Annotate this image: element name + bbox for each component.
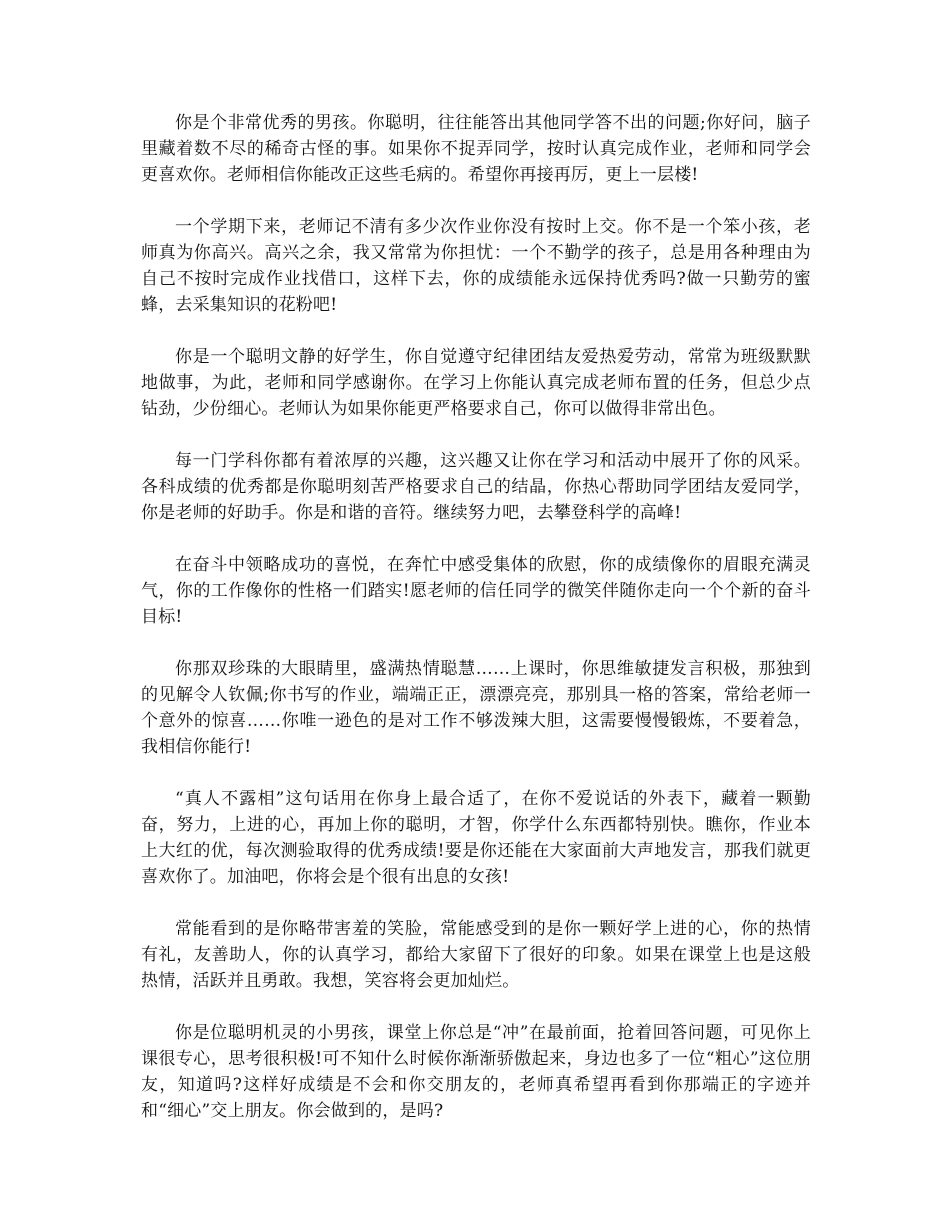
comment-paragraph-2: 一个学期下来，老师记不清有多少次作业你没有按时上交。你不是一个笨小孩，老师真为你高兴。高兴之余，我又常常为你担忧：一个不勤学的孩子，总是用各种理由为自己不按时完成作业找借口，这样下去，你的成绩能永远保持优秀吗?做一只勤劳的蜜蜂，去采集知识的花粉吧! (141, 217, 811, 315)
comment-paragraph-7: “真人不露相”这句话用在你身上最合适了，在你不爱说话的外表下，藏着一颗勤奋，努力，上进的心，再加上你的聪明，才智，你学什么东西都特别快。瞧你，作业本上大红的优，每次测验取得的优秀成绩!要是你还能在大家面前大声地发言，那我们就更喜欢你了。加油吧，你将会是个很有出息的女孩! (141, 789, 811, 887)
comment-paragraph-5: 在奋斗中领略成功的喜悦，在奔忙中感受集体的欣慰，你的成绩像你的眉眼充满灵气，你的工作像你的性格一们踏实!愿老师的信任同学的微笑伴随你走向一个个新的奋斗目标! (141, 555, 811, 627)
comment-paragraph-4: 每一门学科你都有着浓厚的兴趣，这兴趣又让你在学习和活动中展开了你的风采。各科成绩的优秀都是你聪明刻苦严格要求自己的结晶，你热心帮助同学团结友爱同学，你是老师的好助手。你是和谐的音符。继续努力吧，去攀登科学的高峰! (141, 451, 811, 523)
comment-paragraph-1: 你是个非常优秀的男孩。你聪明，往往能答出其他同学答不出的问题;你好问，脑子里藏着数不尽的稀奇古怪的事。如果你不捉弄同学，按时认真完成作业，老师和同学会更喜欢你。老师相信你能改正这些毛病的。希望你再接再厉，更上一层楼! (141, 113, 811, 185)
comment-paragraph-8: 常能看到的是你略带害羞的笑脸，常能感受到的是你一颗好学上进的心，你的热情有礼，友善助人，你的认真学习，都给大家留下了很好的印象。如果在课堂上也是这般热情，活跃并且勇敢。我想，笑容将会更加灿烂。 (141, 919, 811, 991)
comment-paragraph-3: 你是一个聪明文静的好学生，你自觉遵守纪律团结友爱热爱劳动，常常为班级默默地做事，为此，老师和同学感谢你。在学习上你能认真完成老师布置的任务，但总少点钻劲，少份细心。老师认为如果你能更严格要求自己，你可以做得非常出色。 (141, 347, 811, 419)
document-body (141, 110, 811, 1150)
comment-paragraph-6: 你那双珍珠的大眼睛里，盛满热情聪慧……上课时，你思维敏捷发言积极，那独到的见解令人钦佩;你书写的作业，端端正正，漂漂亮亮，那别具一格的答案，常给老师一个意外的惊喜……你唯一逊色的是对工作不够泼辣大胆，这需要慢慢锻炼，不要着急，我相信你能行! (141, 659, 811, 757)
comment-paragraph-9: 你是位聪明机灵的小男孩，课堂上你总是“冲”在最前面，抢着回答问题，可见你上课很专心，思考很积极!可不知什么时候你渐渐骄傲起来，身边也多了一位“粗心”这位朋友，知道吗?这样好成绩是不会和你交朋友的，老师真希望再看到你那端正的字迹并和“细心”交上朋友。你会做到的，是吗? (141, 1023, 811, 1121)
